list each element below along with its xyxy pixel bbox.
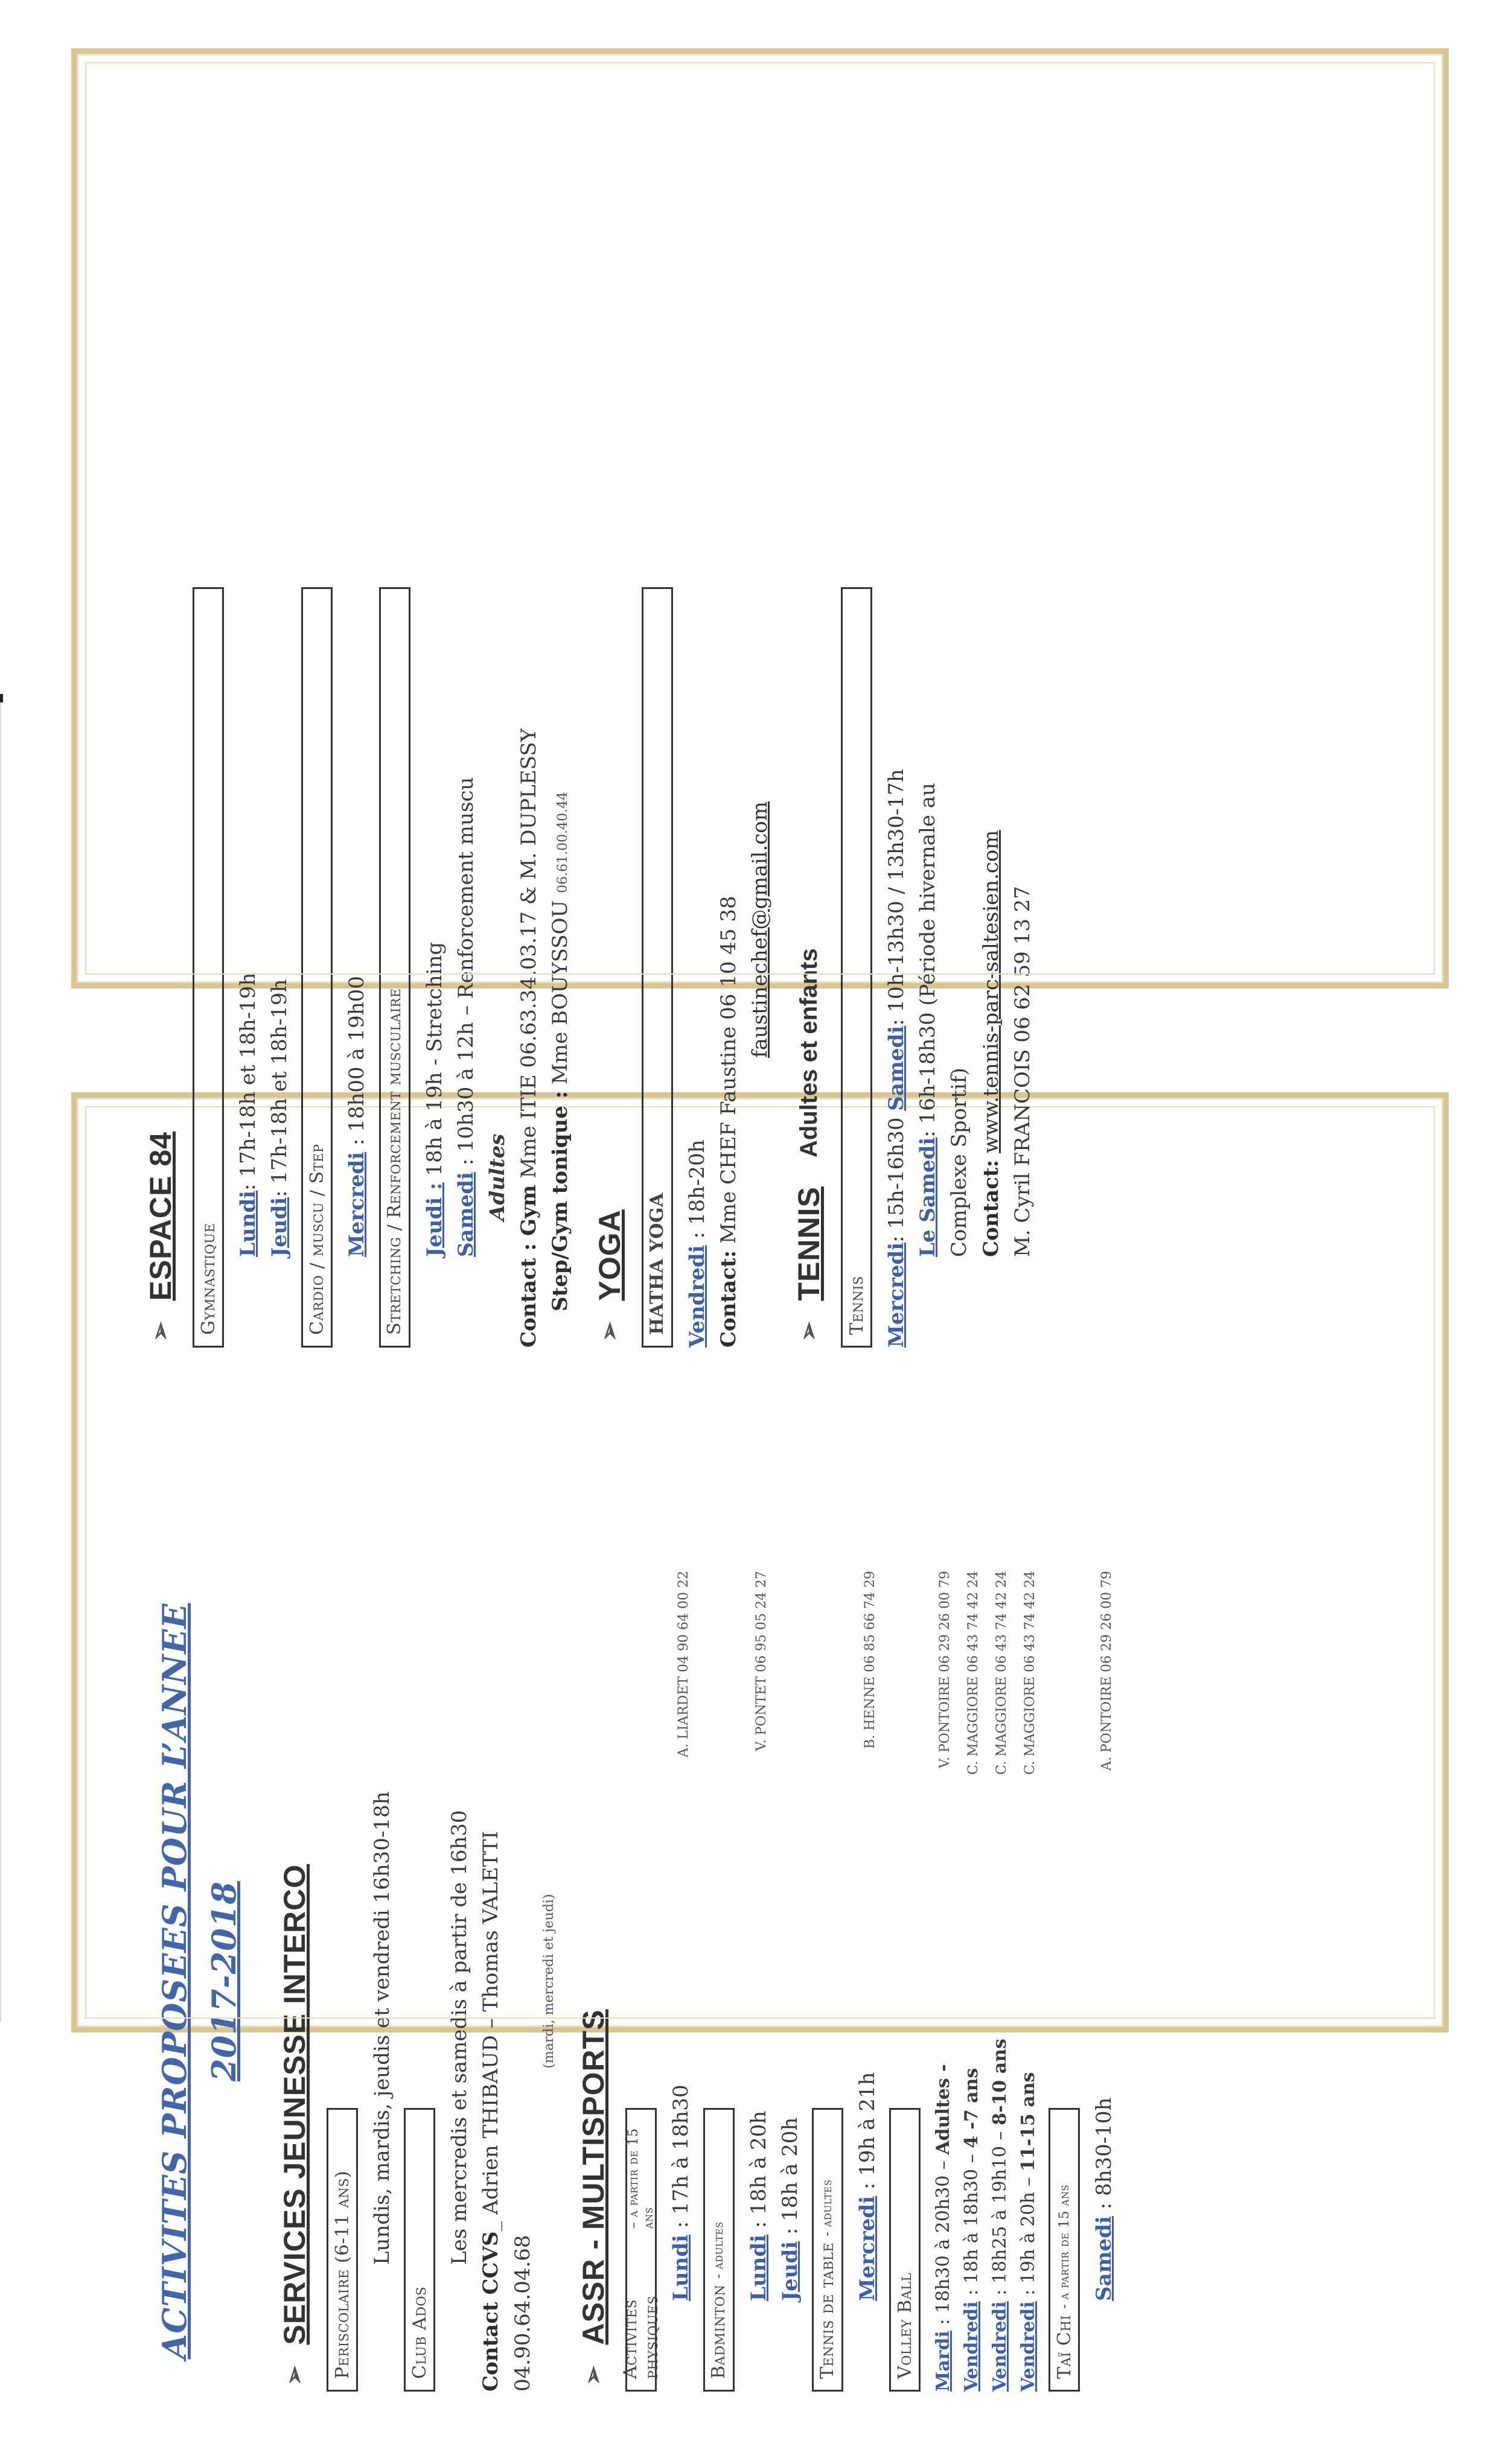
time: : 17h à 18h30	[669, 2084, 694, 2235]
time: : 16h-18h30 (Période hivernale au	[916, 783, 940, 1138]
box-sub: – a partir de 15 ans	[626, 2128, 657, 2229]
contact: B. HENNE 06 85 66 74 29	[862, 1571, 878, 1749]
doc-year: 2017-2018	[205, 1881, 243, 2081]
club-ados-schedule: Les mercredis et samedis à partir de 16h30	[447, 1810, 472, 2265]
time: : 10h-13h30 / 13h30-17h	[884, 769, 909, 1026]
box-volley-ball: Volley Ball	[889, 2108, 921, 2392]
day: Mercredi	[855, 2195, 879, 2301]
tennis-row-3: Complexe Sportif)	[947, 1068, 972, 1257]
contact-label: Contact:	[716, 1250, 741, 1348]
yoga-row	[684, 527, 710, 1348]
yoga-email[interactable]: faustinechef@gmail.com	[747, 801, 772, 1058]
stretch-row-1	[421, 527, 448, 1348]
box-cardio: Cardio / muscu / Step	[301, 587, 333, 1348]
box-hatha-yoga: HATHA YOGA	[642, 587, 673, 1348]
contact-text: Mme ITIE 06.63.34.03.17 & M. DUPLESSY	[517, 728, 541, 1185]
contact: C. MAGGIORE 06 43 74 42 24	[1023, 1571, 1038, 1775]
contact: V. PONTET 06 95 05 24 27	[753, 1571, 769, 1751]
volley-row-3	[988, 1571, 1012, 2392]
box-club-ados: Club Ados	[404, 2108, 435, 2392]
doc-title: ACTIVITES PROPOSEES POUR L’ANNEE	[155, 1603, 194, 2360]
adultes-label: Adultes	[485, 1133, 509, 1221]
contact: C. MAGGIORE 06 43 74 42 24	[994, 1571, 1010, 1775]
tennis-row-2	[914, 527, 941, 1348]
gym-row-2	[266, 527, 293, 1348]
box-tennis: Tennis	[841, 587, 872, 1348]
time: : 18h30 à 20h30 –	[933, 2154, 954, 2331]
group: 11-15 ans	[1018, 2072, 1039, 2172]
time: : 19h à 20h –	[1018, 2171, 1039, 2302]
page-espace84	[71, 48, 1449, 1348]
box-sub: - a partir de 15 ans	[1056, 2184, 1072, 2309]
binder-line	[0, 694, 1, 2022]
activites-physiques-row	[668, 1571, 694, 2392]
box-sub: - adultes	[820, 2179, 835, 2236]
time: : 18h à 20h	[746, 2110, 771, 2235]
tai-chi-row	[1091, 1571, 1117, 2392]
day: Vendredi	[989, 2301, 1011, 2392]
box-activites-physiques	[620, 2108, 663, 2392]
time: 18h à 19h - Stretching	[422, 941, 447, 1183]
time: : 10h30 à 12h – Renforcement muscu	[453, 777, 478, 1173]
page-activites-content	[77, 1535, 1443, 2464]
contact-label: Contact : Gym	[517, 1185, 541, 1348]
box-periscolaire: Periscolaire (6-11 ans)	[327, 2108, 358, 2392]
contact-note: (mardi, mercredi et jeudi)	[541, 1894, 557, 2069]
section-subtitle: Adultes et enfants	[795, 948, 822, 1158]
section-assr	[576, 1571, 611, 2386]
box-label: Taï Chi	[1053, 2314, 1075, 2379]
time: : 19h à 21h	[855, 2072, 879, 2196]
arrow-icon: ➢	[796, 1321, 823, 1342]
day: Vendredi	[1018, 2301, 1039, 2392]
contact: V. PONTOIRE 06 29 26 00 79	[937, 1571, 953, 1769]
day: Jeudi	[777, 2241, 802, 2301]
contact-text: Mme CHEF Faustine 06 10 45 38	[716, 896, 741, 1250]
badminton-row-2	[777, 1571, 803, 2392]
box-label: Activites physiques	[620, 2295, 663, 2379]
contact: C. MAGGIORE 06 43 74 42 24	[966, 1571, 982, 1775]
step-contact	[547, 527, 573, 1348]
group: Adultes -	[933, 2064, 954, 2155]
cardio-row	[343, 527, 370, 1348]
day: Lundi	[669, 2234, 694, 2301]
step-phone: 06.61.00.40.44	[555, 791, 571, 893]
day: Samedi	[453, 1172, 478, 1257]
time: : 8h30-10h	[1092, 2097, 1117, 2217]
day: Jeudi :	[422, 1182, 447, 1257]
box-badminton	[703, 2108, 735, 2392]
time: : 18h-20h	[685, 1139, 709, 1246]
day: Vendredi	[961, 2301, 983, 2392]
day: Lundi	[236, 1190, 260, 1257]
box-sub: - adultes	[711, 2221, 727, 2279]
contact-phone: 04.90.64.04.68	[510, 2235, 535, 2392]
section-tennis	[791, 527, 826, 1342]
tennis-person: M. Cyril FRANCOIS 06 62 59 13 27	[1010, 886, 1035, 1257]
tennis-url[interactable]: www.tennis-parc-saltesien.com	[978, 830, 1003, 1154]
binder-mark	[0, 694, 3, 702]
time: : 18h à 18h30 –	[961, 2148, 983, 2302]
yoga-contact	[715, 527, 742, 1348]
section-espace-84	[143, 527, 178, 1342]
box-stretching: Stretching / Renforcement musculaire	[379, 587, 410, 1348]
step-label: Step/Gym tonique :	[548, 1090, 573, 1311]
box-gymnastique: Gymnastique	[193, 587, 224, 1348]
section-title: ASSR - MULTISPORTS	[576, 2009, 611, 2345]
day: Mercredi	[884, 1242, 909, 1348]
section-title: ESPACE 84	[144, 1132, 177, 1301]
day: Lundi	[746, 2234, 771, 2301]
tennis-contact	[978, 527, 1004, 1348]
contact-ccvs	[477, 1571, 504, 2392]
time: : 15h-16h30	[884, 1110, 909, 1243]
volley-row-1	[931, 1571, 955, 2392]
periscolaire-schedule: Lundis, mardis, jeudis et vendredi 16h30-18h	[370, 1791, 394, 2265]
contact: A. PONTOIRE 06 29 26 00 79	[1099, 1571, 1115, 1771]
time: : 17h-18h et 18h-19h	[236, 972, 260, 1191]
time: : 18h00 à 19h00	[345, 976, 369, 1152]
section-title: TENNIS	[792, 1186, 826, 1301]
tennis-row-1	[883, 527, 910, 1348]
page-espace84-content	[77, 491, 1443, 1420]
group: 4 -7 ans	[961, 2068, 983, 2148]
time: : 18h à 20h	[777, 2117, 802, 2241]
day: Vendredi	[685, 1245, 709, 1348]
volley-row-4	[1017, 1571, 1040, 2392]
time: : 18h25 à 19h10 –	[989, 2125, 1011, 2302]
time: : 17h-18h et 18h-19h	[267, 979, 292, 1197]
arrow-icon: ➢	[596, 1321, 623, 1342]
contact-label: Contact CCVS	[479, 2231, 503, 2392]
day: Le Samedi	[916, 1137, 940, 1257]
section-services-jeunesse	[277, 1571, 312, 2386]
section-title: SERVICES JEUNESSE INTERCO	[278, 1864, 311, 2345]
stretch-row-2	[453, 527, 479, 1348]
box-tai-chi	[1049, 2108, 1080, 2392]
arrow-icon: ➢	[580, 2365, 607, 2386]
group: 8-10 ans	[989, 2039, 1011, 2125]
arrow-icon: ➢	[281, 2365, 308, 2386]
yoga-email-line	[747, 527, 773, 1348]
contact-text: _ Adrien THIBAUD – Thomas VALETTI	[479, 1831, 503, 2232]
section-yoga	[592, 527, 627, 1342]
volley-row-2	[960, 1571, 983, 2392]
box-tennis-de-table	[812, 2108, 843, 2392]
day: Mercredi	[345, 1151, 369, 1257]
espace-contact	[515, 527, 542, 1348]
badminton-row-1	[745, 1571, 772, 2392]
arrow-icon: ➢	[147, 1321, 174, 1342]
contact-label: Contact:	[978, 1159, 1003, 1257]
day: Samedi	[884, 1025, 909, 1111]
day: Jeudi	[267, 1197, 292, 1257]
contact: A. LIARDET 04 90 64 00 22	[676, 1571, 692, 1757]
step-text: Mme BOUYSSOU	[548, 900, 573, 1091]
box-label: Badminton	[708, 2284, 730, 2379]
section-title: YOGA	[592, 1209, 627, 1301]
tennis-de-table-row	[854, 1571, 881, 2392]
day: Samedi	[1092, 2216, 1117, 2301]
day: Mardi	[933, 2331, 954, 2392]
gym-row-1	[235, 527, 261, 1348]
box-label: Tennis de table	[817, 2242, 838, 2379]
